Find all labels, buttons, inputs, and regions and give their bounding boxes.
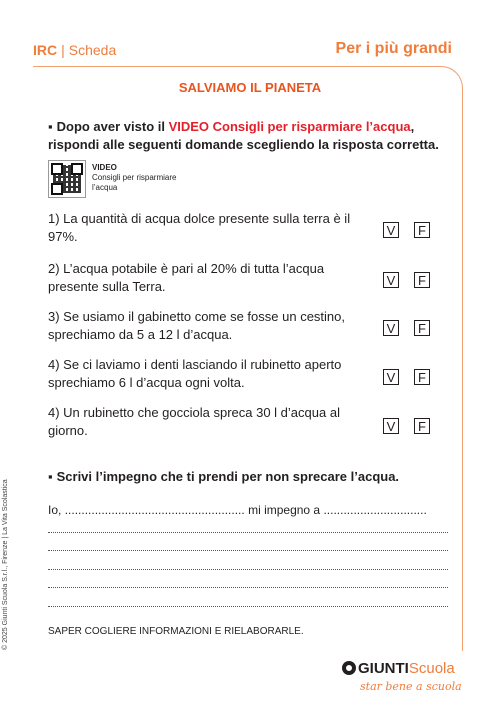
copyright-notice: © 2025 Giunti Scuola S.r.l., Firenze | La Vita Scolastica: [2, 479, 9, 650]
logo-tagline: star bene a scuola: [360, 680, 462, 693]
false-checkbox-5[interactable]: F: [414, 418, 430, 434]
writing-line[interactable]: [48, 587, 448, 588]
brand-label: IRC: [33, 42, 58, 58]
publisher-logo: [342, 660, 455, 677]
true-checkbox-2[interactable]: V: [383, 272, 399, 288]
writing-middle: mi impegno a: [244, 503, 324, 517]
writing-line[interactable]: [48, 569, 448, 570]
false-checkbox-1[interactable]: F: [414, 222, 430, 238]
giunti-logo-icon: [342, 661, 356, 675]
video-card-label: VIDEO: [92, 163, 117, 172]
logo-scuola: Scuola: [408, 660, 455, 677]
instruction-text-before: Dopo aver visto il: [56, 119, 169, 134]
question-2-text: 2) L’acqua potabile è pari al 20% di tutta l’acqua presente sulla Terra.: [48, 261, 325, 294]
header-left: [33, 42, 116, 58]
audience-label: Per i più grandi: [335, 40, 452, 57]
question-3-text: 3) Se usiamo il gabinetto come se fosse un cestino, sprechiamo da 5 a 12 l d’acqua.: [48, 309, 345, 342]
header-separator: |: [61, 42, 65, 58]
instruction-text-after: , rispondi alle seguenti domande scegliendo la risposta corretta.: [48, 119, 439, 152]
writing-line[interactable]: [48, 606, 448, 607]
worksheet-title: SALVIAMO IL PIANETA: [178, 80, 322, 95]
writing-line[interactable]: [48, 532, 448, 533]
qr-code-icon[interactable]: [48, 160, 86, 198]
question-1-text: 1) La quantità di acqua dolce presente sulla terra è il 97%.: [48, 211, 351, 244]
question-5-text: 4) Un rubinetto che gocciola spreca 30 l d’acqua al giorno.: [48, 405, 340, 438]
instruction2-text: Scrivi l’impegno che ti prendi per non sprecare l’acqua.: [56, 469, 400, 484]
false-checkbox-4[interactable]: F: [414, 369, 430, 385]
instruction-write-commitment: [48, 468, 448, 486]
logo-brand: GIUNTI: [358, 660, 409, 677]
true-checkbox-5[interactable]: V: [383, 418, 399, 434]
video-card-description: Consigli per risparmiare l’acqua: [92, 173, 177, 192]
writing-start: Io,: [48, 503, 65, 517]
true-checkbox-3[interactable]: V: [383, 320, 399, 336]
bullet-icon: ▪: [48, 469, 53, 484]
bullet-icon: ▪: [48, 119, 53, 134]
instruction-watch-video: [48, 118, 448, 154]
writing-blank-commitment[interactable]: ...............................: [323, 503, 427, 517]
false-checkbox-2[interactable]: F: [414, 272, 430, 288]
true-checkbox-1[interactable]: V: [383, 222, 399, 238]
skill-note: SAPER COGLIERE INFORMAZIONI E RIELABORARLE.: [48, 626, 304, 637]
question-4-text: 4) Se ci laviamo i denti lasciando il rubinetto aperto sprechiamo 6 l d’acqua ogni volta.: [48, 357, 342, 390]
false-checkbox-3[interactable]: F: [414, 320, 430, 336]
commitment-first-line[interactable]: [48, 503, 448, 517]
section-label: Scheda: [68, 42, 117, 58]
video-link[interactable]: VIDEO Consigli per risparmiare l’acqua: [168, 119, 411, 134]
true-checkbox-4[interactable]: V: [383, 369, 399, 385]
writing-blank-name[interactable]: ......................................................: [64, 503, 245, 517]
writing-line[interactable]: [48, 550, 448, 551]
